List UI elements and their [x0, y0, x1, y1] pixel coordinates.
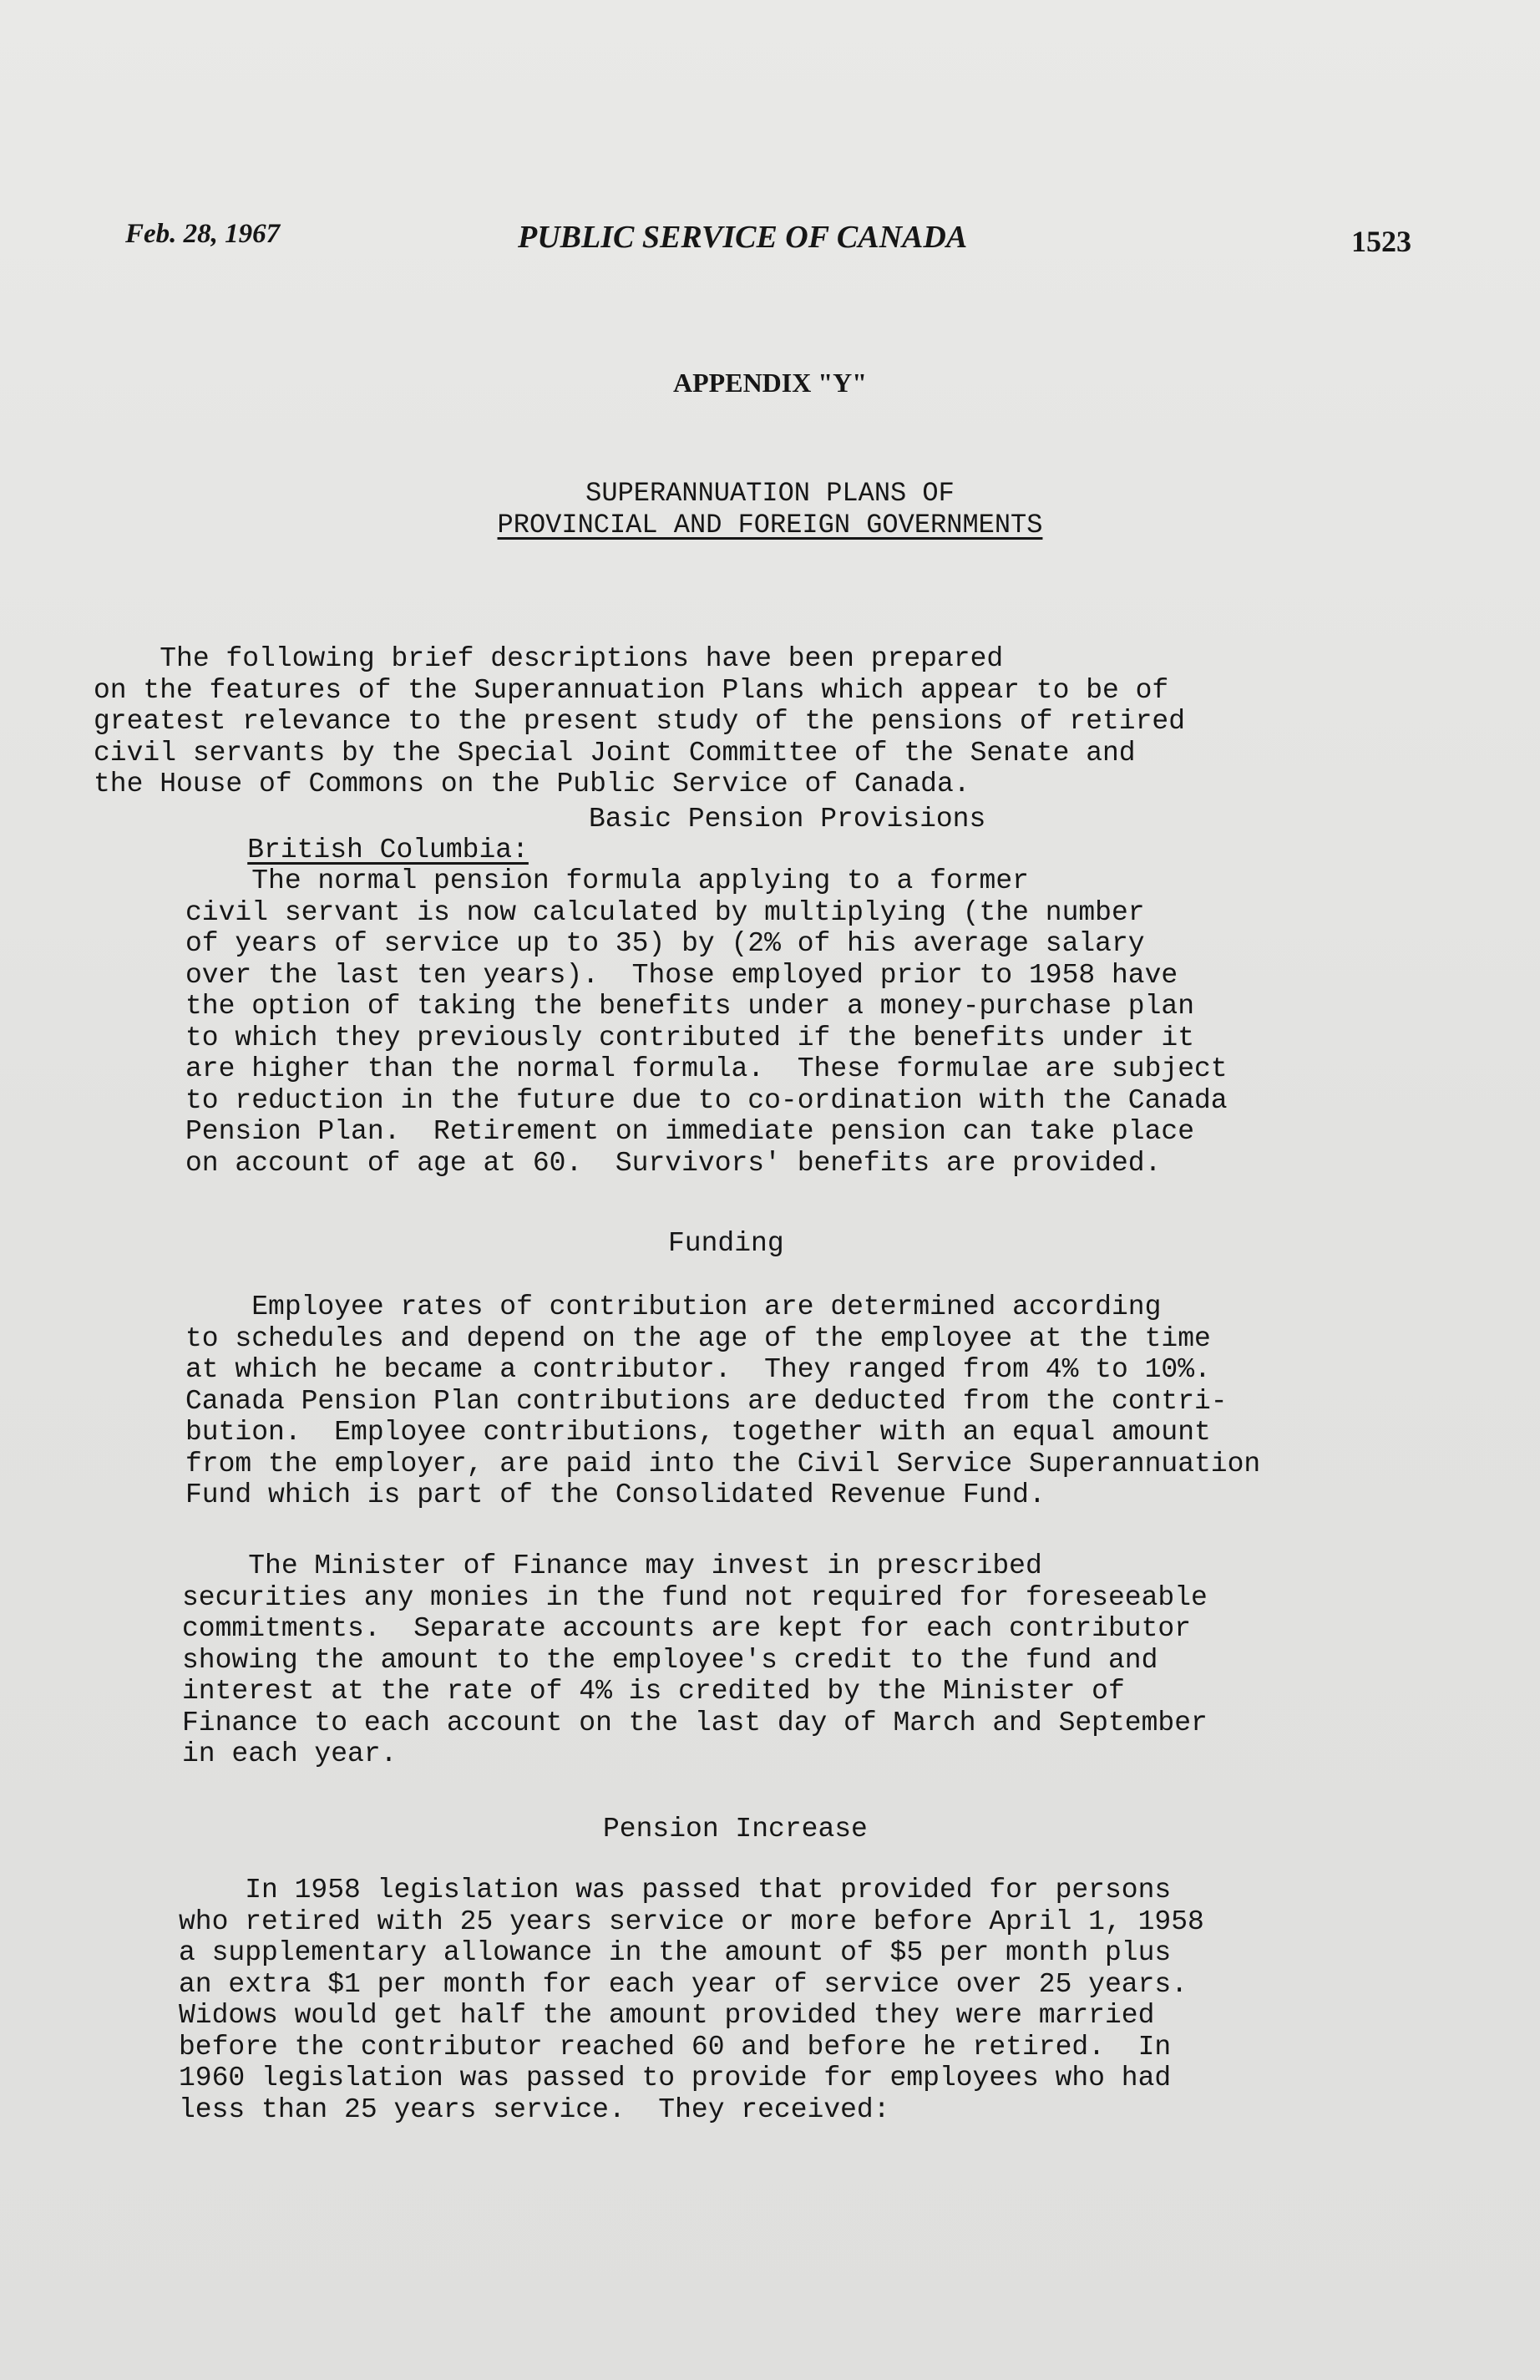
header-title: PUBLIC SERVICE OF CANADA [518, 220, 968, 255]
page-number: 1523 [1351, 225, 1411, 258]
funding-paragraph-1: Employee rates of contribution are determined according to schedules and depend on the age of the employee at the time at which he became a contributor. They ranged from 4% to 10%. Canada Pension Plan contributions are deducted from the contri- bution. Employee contributions, together with an equal amount from the employer, are paid into the Civil Service Superannuation Fund which is part of the Consolidated Revenue Fund. [185, 1291, 1261, 1510]
funding-heading: Funding [668, 1228, 784, 1259]
basic-provisions-paragraph: The normal pension formula applying to a former civil servant is now calculated by multiplying (the number of years of service up to 35) by (2% of his average salary over the last ten years). Those employed prior to 1958 have the option of taking the benefits under a money-purchase plan to which they previously contributed if the benefits under it are higher than the normal formula. These formulae are subject to reduction in the future due to co-ordination with the Canada Pension Plan. Retirement on immediate pension can take place on account of age at 60. Survivors' benefits are provided. [185, 865, 1228, 1179]
funding-paragraph-2: The Minister of Finance may invest in prescribed securities any monies in the fund not required for foreseeable commitments. Separate accounts are kept for each contributor showing the amount to the employee's credit to the fund and interest at the rate of 4% is credited by the Minister of Finance to each account on the last day of March and September in each year. [182, 1550, 1208, 1769]
page-header [125, 219, 1436, 269]
appendix-heading: APPENDIX "Y" [673, 368, 867, 398]
title-line-1: SUPERANNUATION PLANS OF [585, 478, 955, 509]
header-date: Feb. 28, 1967 [125, 219, 281, 249]
document-title [0, 478, 1540, 541]
pension-increase-paragraph: In 1958 legislation was passed that provided for persons who retired with 25 years service or more before April 1, 1958 a supplementary allowance in the amount of $5 per month plus an extra $1 per month for each year of service over 25 years. Widows would get half the amount provided they were married before the contributor reached 60 and before he retired. In 1960 legislation was passed to provide for employees who had less than 25 years service. They received: [179, 1875, 1204, 2125]
intro-paragraph: The following brief descriptions have been prepared on the features of the Superannuation Plans which appear to be of greatest relevance to the present study of the pensions of retired civil servants by the Special Joint Committee of the Senate and the House of Commons on the Public Service of Canada. [94, 643, 1186, 799]
province-label-bc: British Columbia: [247, 835, 529, 865]
basic-provisions-heading: Basic Pension Provisions [589, 804, 986, 835]
pension-increase-heading: Pension Increase [603, 1814, 868, 1845]
title-line-2: PROVINCIAL AND FOREIGN GOVERNMENTS [497, 510, 1043, 540]
